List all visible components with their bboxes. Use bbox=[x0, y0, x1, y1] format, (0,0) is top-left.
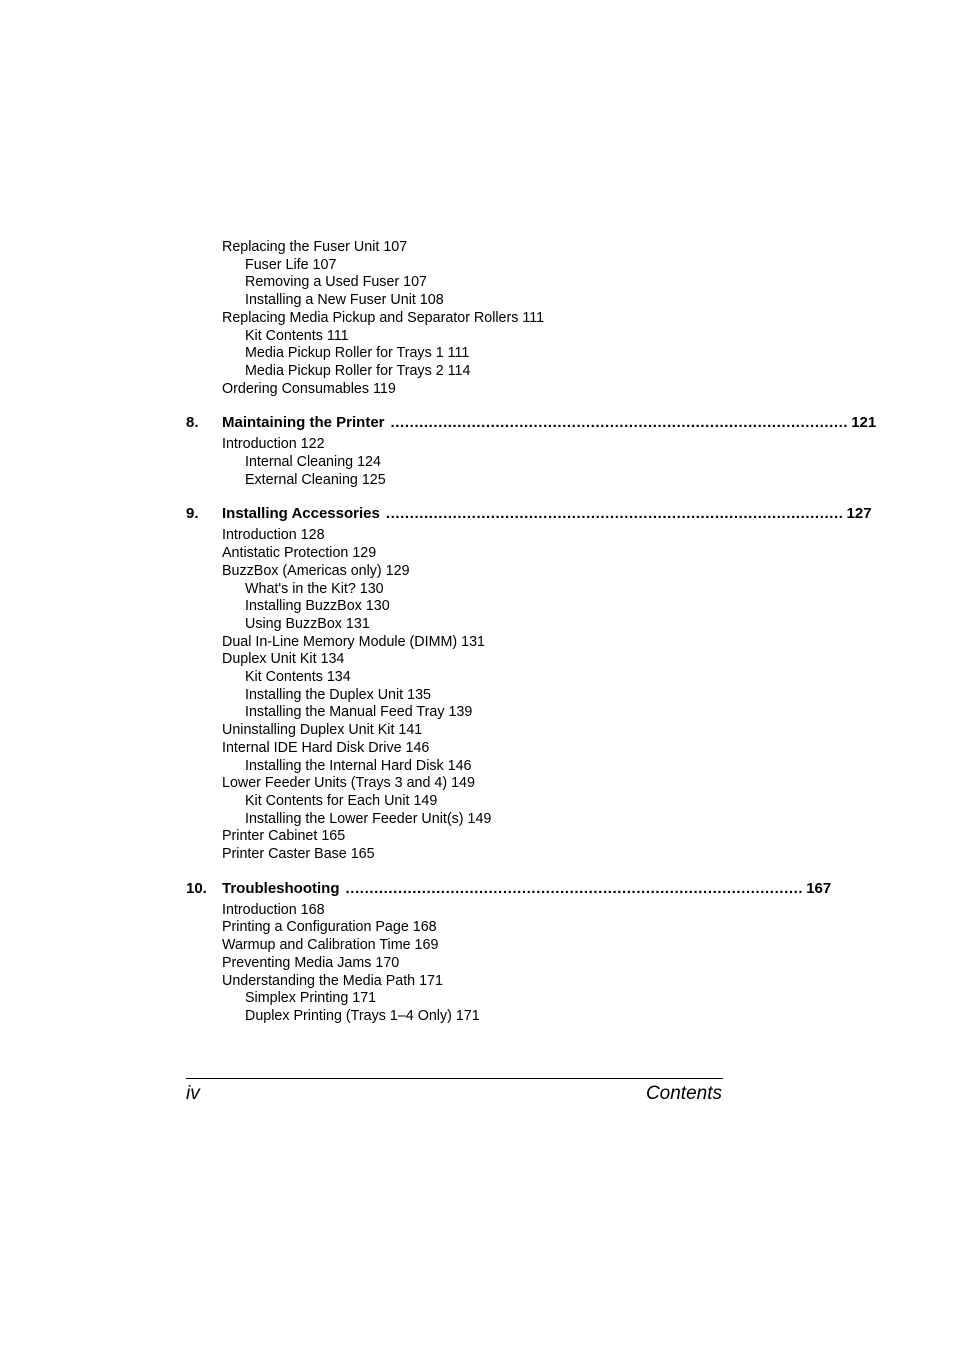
toc-subentry: What's in the Kit? 130 bbox=[245, 580, 384, 597]
toc-entry: Printer Cabinet 165 bbox=[222, 828, 346, 845]
toc-entry: Preventing Media Jams 170 bbox=[222, 954, 400, 971]
chapter-page-number: 127 bbox=[846, 505, 872, 523]
dot-leader: ................................................................................................ bbox=[390, 414, 849, 432]
chapter-heading bbox=[186, 504, 872, 524]
chapter-heading bbox=[186, 413, 877, 433]
toc-entry: Introduction 168 bbox=[222, 901, 325, 918]
chapter-number: 9. bbox=[186, 505, 199, 523]
toc-subentry: Kit Contents for Each Unit 149 bbox=[245, 792, 438, 809]
toc-subentry: Kit Contents 134 bbox=[245, 669, 351, 685]
dot-leader: ................................................................................................ bbox=[385, 505, 844, 523]
footer-page-number: iv bbox=[186, 1083, 200, 1104]
footer-rule bbox=[186, 1078, 723, 1079]
chapter-page-number: 167 bbox=[806, 879, 832, 897]
toc-entry: Internal IDE Hard Disk Drive 146 bbox=[222, 739, 430, 756]
toc-subentry: Installing the Duplex Unit 135 bbox=[245, 686, 431, 703]
toc-entry: BuzzBox (Americas only) 129 bbox=[222, 562, 410, 579]
chapter-number: 10. bbox=[186, 879, 207, 897]
toc-subentry: Simplex Printing 171 bbox=[245, 990, 377, 1007]
toc-entry: Introduction 128 bbox=[222, 527, 325, 544]
toc-subentry: Media Pickup Roller for Trays 2 114 bbox=[245, 362, 471, 379]
toc-subentry: Installing BuzzBox 130 bbox=[245, 598, 390, 615]
toc-subentry: Kit Contents 111 bbox=[245, 327, 349, 344]
toc-subentry: Internal Cleaning 124 bbox=[245, 454, 381, 470]
toc-entry: Duplex Unit Kit 134 bbox=[222, 651, 345, 668]
toc-subentry: Installing the Internal Hard Disk 146 bbox=[245, 757, 472, 774]
toc-entry: Dual In-Line Memory Module (DIMM) 131 bbox=[222, 633, 485, 650]
toc-entry: Introduction 122 bbox=[222, 436, 325, 453]
toc-entry: Lower Feeder Units (Trays 3 and 4) 149 bbox=[222, 775, 475, 792]
chapter-title: Maintaining the Printer bbox=[222, 414, 385, 432]
toc-entry: Uninstalling Duplex Unit Kit 141 bbox=[222, 722, 423, 739]
toc-entry: Understanding the Media Path 171 bbox=[222, 972, 443, 989]
footer-section-title: Contents bbox=[645, 1083, 722, 1104]
toc-entry: Printing a Configuration Page 168 bbox=[222, 919, 437, 936]
chapter-heading bbox=[186, 879, 832, 899]
toc-subentry: Fuser Life 107 bbox=[245, 256, 337, 273]
dot-leader: ................................................................................................ bbox=[345, 879, 804, 897]
chapter-title: Installing Accessories bbox=[222, 505, 380, 523]
toc-entry: Antistatic Protection 129 bbox=[222, 545, 377, 562]
toc-entry: Printer Caster Base 165 bbox=[222, 846, 375, 862]
toc-subentry: Installing a New Fuser Unit 108 bbox=[245, 292, 444, 309]
toc-entry: Warmup and Calibration Time 169 bbox=[222, 937, 439, 954]
toc-subentry: Using BuzzBox 131 bbox=[245, 615, 370, 632]
toc-subentry: Duplex Printing (Trays 1–4 Only) 171 bbox=[245, 1007, 480, 1024]
toc-entry: Replacing Media Pickup and Separator Rollers 111 bbox=[222, 309, 545, 326]
chapter-number: 8. bbox=[186, 414, 199, 432]
chapter-title: Troubleshooting bbox=[222, 879, 340, 897]
toc-subentry: Media Pickup Roller for Trays 1 111 bbox=[245, 345, 470, 362]
toc-subentry: Installing the Manual Feed Tray 139 bbox=[245, 704, 473, 721]
toc-subentry: External Cleaning 125 bbox=[245, 471, 386, 488]
toc-subentry: Installing the Lower Feeder Unit(s) 149 bbox=[245, 810, 492, 827]
toc-entry: Ordering Consumables 119 bbox=[222, 380, 396, 397]
toc-entry: Replacing the Fuser Unit 107 bbox=[222, 239, 408, 255]
chapter-page-number: 121 bbox=[851, 414, 877, 432]
toc-subentry: Removing a Used Fuser 107 bbox=[245, 274, 427, 291]
